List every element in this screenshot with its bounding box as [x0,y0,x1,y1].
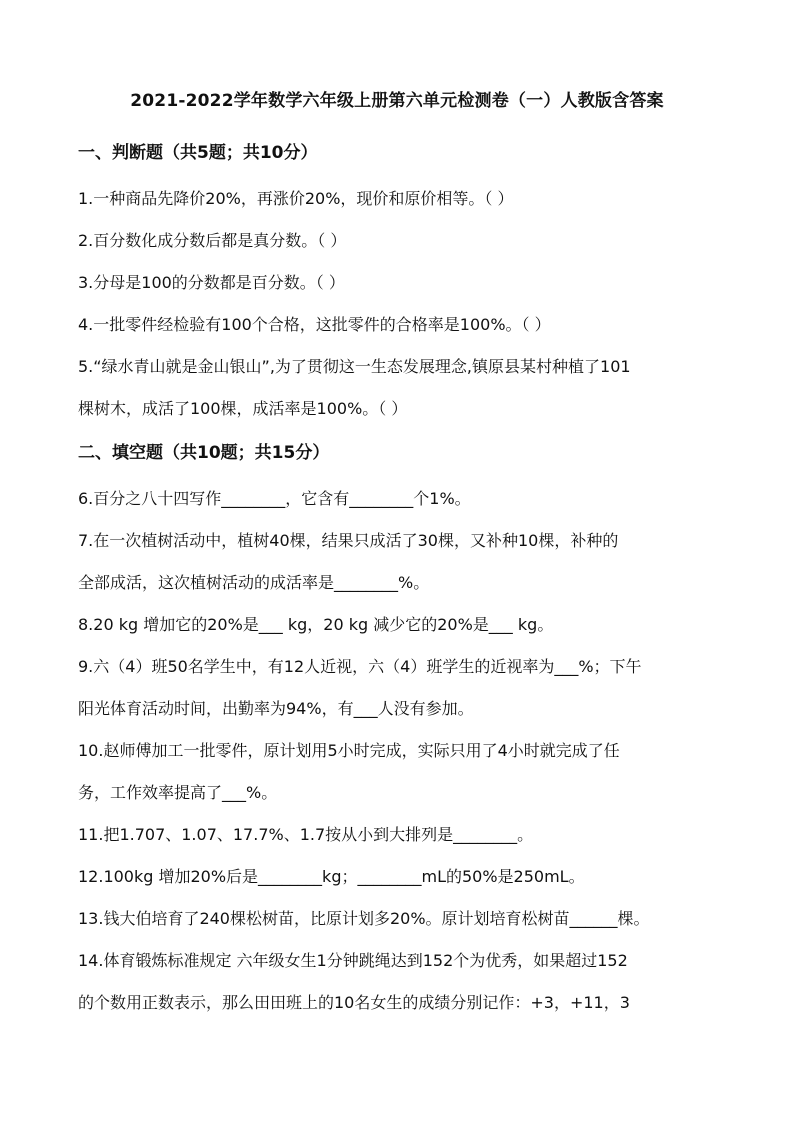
section-heading-true-false: 一、判断题（共5题；共10分） [78,143,318,163]
question-7-line-1: 7.在一次植树活动中，植树40棵，结果只成活了30棵，又补种10棵，补种的 [78,531,619,550]
question-5-line-2: 棵树木，成活了100棵，成活率是100%。（ ） [78,399,408,418]
question-8: 8.20 kg 增加它的20%是___ kg，20 kg 减少它的20%是___ kg。 [78,615,554,634]
question-14-line-2: 的个数用正数表示，那么田田班上的10名女生的成绩分别记作：+3，+11，3 [78,993,630,1012]
question-12: 12.100kg 增加20%后是________kg；________mL的50%是250mL。 [78,867,585,886]
question-6: 6.百分之八十四写作________，它含有________个1%。 [78,489,471,508]
question-7-line-2: 全部成活，这次植树活动的成活率是________%。 [78,573,430,592]
question-13: 13.钱大伯培育了240棵松树苗，比原计划多20%。原计划培育松树苗______棵。 [78,909,650,928]
question-11: 11.把1.707、1.07、17.7%、1.7按从小到大排列是________。 [78,825,534,844]
question-2: 2.百分数化成分数后都是真分数。（ ） [78,231,347,250]
question-4: 4.一批零件经检验有100个合格，这批零件的合格率是100%。（ ） [78,315,551,334]
question-10-line-1: 10.赵师傅加工一批零件，原计划用5小时完成，实际只用了4小时就完成了任 [78,741,620,760]
question-9-line-2: 阳光体育活动时间，出勤率为94%，有___人没有参加。 [78,699,474,718]
question-5-line-1: 5.“绿水青山就是金山银山”,为了贯彻这一生态发展理念,镇原县某村种植了101 [78,357,631,376]
document-title: 2021-2022学年数学六年级上册第六单元检测卷（一）人教版含答案 [130,91,664,111]
question-1: 1.一种商品先降价20%，再涨价20%，现价和原价相等。（ ） [78,189,514,208]
question-3: 3.分母是100的分数都是百分数。（ ） [78,273,345,292]
question-9-line-1: 9.六（4）班50名学生中，有12人近视，六（4）班学生的近视率为___%；下午 [78,657,642,676]
question-10-line-2: 务，工作效率提高了___%。 [78,783,278,802]
section-heading-fill-in: 二、填空题（共10题；共15分） [78,443,330,463]
question-14-line-1: 14.体育锻炼标准规定 六年级女生1分钟跳绳达到152个为优秀，如果超过152 [78,951,628,970]
